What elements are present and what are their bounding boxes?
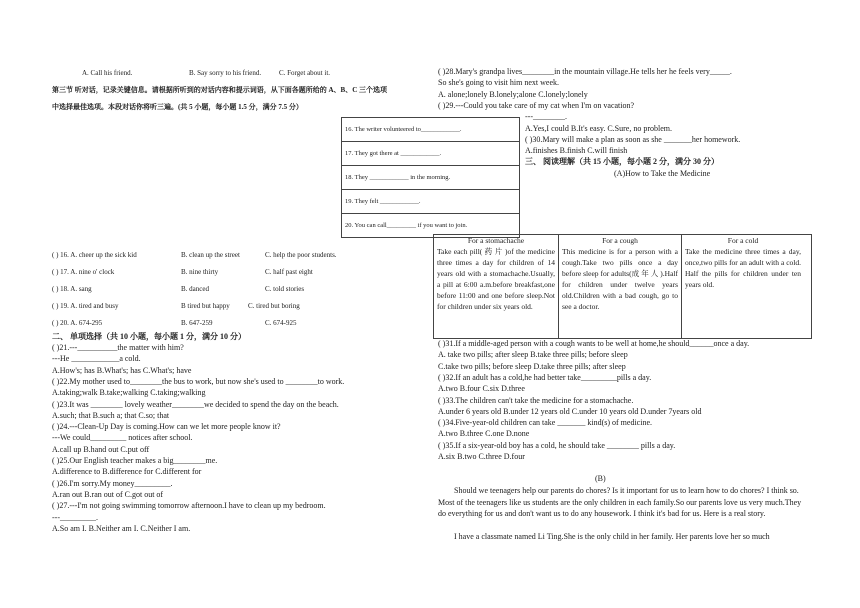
med-col-header: For a cold [727,236,759,245]
passage-b-paragraph-2: I have a classmate named Li Ting.She is the only child in her family. Her parents love her so much [454,532,770,541]
rq-line: A.two B.three C.one D.none [438,429,530,439]
mc-line: A.ran out B.ran out of C.got out of [52,489,164,499]
med-col-cold [682,235,804,338]
q18-option-b: B. danced [181,285,209,293]
mc-line: ( )21.---__________the matter with him? [52,343,184,352]
rq-line: ( )31.If a middle-aged person with a cough wants to be well at home,he should______once a day. [438,339,750,348]
q18-option-c: C. told stories [265,285,305,293]
fill-row-18: 18. They ____________ in the morning. [342,166,519,190]
q20-stem: ( ) 20. A. 674-295 [52,319,103,327]
part3-title: 三、 阅读理解（共 15 小题，每小题 2 分，满分 30 分） [525,157,719,166]
q17-option-b: B. nine thirty [181,268,219,276]
mc-line: A.How's; has B.What's; has C.What's; have [52,365,192,375]
mc-line: ---_________. [52,512,98,522]
q11-option-b: B. Say sorry to his friend. [189,69,262,77]
rq-line: A.under 6 years old B.under 12 years old C.under 10 years old D.under 7years old [438,406,702,416]
mc-line: ---He ____________a cold. [52,354,141,364]
rq-line: ( )32.If an adult has a cold,he had better take_________pills a day. [438,372,652,382]
q16-stem: ( ) 16. A. cheer up the sick kid [52,251,137,259]
q17-stem: ( ) 17. A. nine o' clock [52,268,115,276]
fill-row-16: 16. The writer volunteered to____________. [342,118,519,142]
rq-line: A.two B.four C.six D.three [438,384,525,394]
fill-row-20: 20. You can call_________ if you want to join. [345,222,468,229]
rt-line: ( )29.---Could you take care of my cat when I'm on vacation? [438,100,635,110]
med-col-stomachache [434,235,559,338]
fill-row-19: 19. They felt ____________. [342,190,519,214]
q17-option-c: C. half past eight [265,268,313,276]
rt-line: A.Yes,I could B.It's easy. C.Sure, no problem. [525,123,672,133]
q18-stem: ( ) 18. A. sang [52,285,92,293]
mc-line: ( )24.---Clean-Up Day is coming.How can we let more people know it? [52,422,281,432]
q11-option-c: C. Forget about it. [279,69,331,77]
mc-line: ---We could_________ notices after school. [52,433,193,443]
fill-row-17: 17. They got there at ____________. [342,142,519,166]
q16-option-b: B. clean up the street [181,251,240,259]
rq-line: A. take two pills; after sleep B.take three pills; before sleep [438,350,628,360]
rt-line: A. alone;lonely B.lonely;alone C.lonely;lonely [438,89,588,99]
med-col-header: For a cough [602,236,638,245]
med-col-body: Take the medicine three times a day, once,two pills for an adult with a cold. Half the pills for children under ten years old. [685,247,801,289]
mc-line: ( )25.Our English teacher makes a big________me. [52,456,218,465]
mc-line: A.call up B.hand out C.put off [52,444,150,454]
mc-line: A.such; that B.such a; that C.so; that [52,410,170,420]
rq-line: C.take two pills; before sleep D.take three pills; after sleep [438,361,626,371]
rt-line: ( )30.Mary will make a plan as soon as she _______her homework. [525,134,741,144]
rq-line: ( )35.If a six-year-old boy has a cold, he should take ________ pills a day. [438,440,676,450]
q20-option-c: C. 674-925 [265,319,297,327]
rt-line: ---________. [525,112,567,122]
med-col-body: Take each pill( 药 片 )of the medicine three times a day for children of 14 years old with a stomachache.Usually, a pill at 6:00 a.m.before breakfast,one before 11:00 and one before sleep.Not for children under six years old. [437,247,555,311]
passage-b-paragraph-1: Should we teenagers help our parents do chores? Is it important for us to learn how to do chores? I think so. Most of the teenagers like us students are the only children in each family.So our parents love us very much.They do everything for us and don't want us to do any housework. I think it's bad for us. Here is a real story. [438,486,802,518]
rt-line: So she's going to visit him next week. [438,78,559,88]
mc-line: A.taking;walk B.take;walking C.taking;walking [52,388,206,398]
rt-line: ( )28.Mary's grandpa lives________in the mountain village.He tells her he feels very_____. [438,67,732,76]
med-col-body: This medicine is for a person with a cough.Take two pills once a day before sleep for adults(成 年 人 ).Half for children under twelve years old.Children with a bad cough, go to see a doctor. [562,247,678,311]
section3-instruction-line2: 中选择最佳选项。本段对话你将听三遍。(共 5 小题，每小题 1.5 分，满分 7.5 分） [52,103,303,111]
q11-option-a: A. Call his friend. [82,69,133,77]
mc-line: ( )23.It was ________ lovely weather________we decided to spend the day on the beach. [52,399,339,409]
rt-line: A.finishes B.finish C.will finish [525,146,628,156]
med-col-cough [559,235,682,338]
part2-title: 二、 单项选择（共 10 小题，每小题 1 分，满分 10 分） [52,332,246,341]
fill-in-table [341,117,520,238]
q19-option-c: C. tired but boring [248,302,300,310]
med-col-header: For a stomachache [467,236,525,245]
passage-a-title: (A)How to Take the Medicine [614,169,711,178]
q19-option-b: B tired but happy [181,302,230,310]
mc-line: A.So am I. B.Neither am I. C.Neither I am. [52,523,191,533]
passage-b-title: (B) [595,474,606,483]
rq-line: ( )34.Five-year-old children can take _______ kind(s) of medicine. [438,418,652,428]
mc-line: ( )27.---I'm not going swimming tomorrow afternoon.I have to clean up my bedroom. [52,501,326,511]
section3-instruction-line1: 第三节 听对话，记录关键信息。请根据所听到的对话内容和提示词语，从下面各题所给的 A、B、C 三个选项 [52,86,388,94]
q16-option-c: C. help the poor students. [265,251,337,259]
mc-line: ( )26.I'm sorry.My money_________. [52,478,173,488]
rq-line: ( )33.The children can't take the medicine for a stomachache. [438,395,634,405]
rq-line: A.six B.two C.three D.four [438,452,525,461]
medicine-table [433,234,812,339]
mc-line: ( )22.My mother used to________the bus to work, but now she's used to ________to work. [52,376,345,386]
q19-stem: ( ) 19. A. tired and busy [52,302,119,310]
q20-option-b: B. 647-259 [181,319,213,327]
mc-line: A.difference to B.difference for C.different for [52,467,202,477]
